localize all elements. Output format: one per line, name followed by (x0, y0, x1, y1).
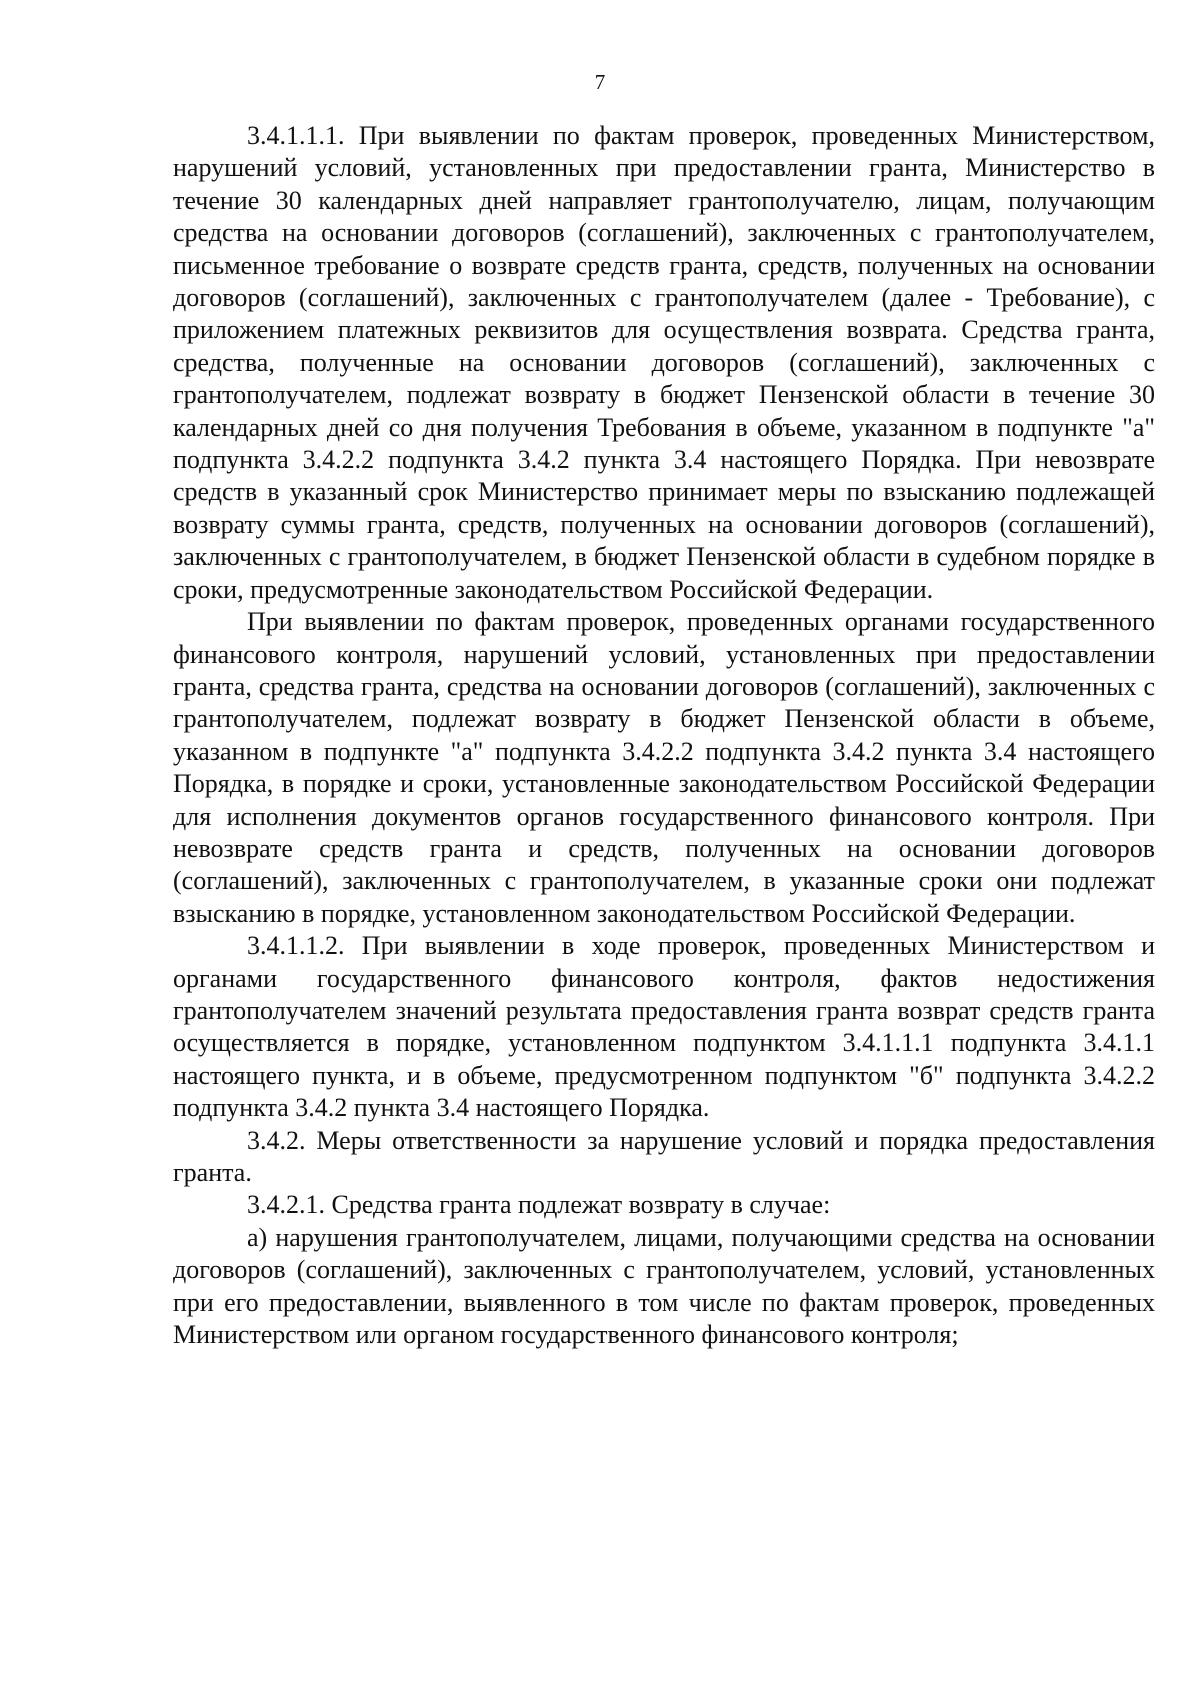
paragraph-item-a: а) нарушения грантополучателем, лицами, получающими средства на основании договоров (соглашений), заключенных с грантополучателем, условий, установленных при его предоставлении, выявленного в том числе по фактам проверок, проведенных Министерством или органом государственного финансового контроля; (173, 1222, 1155, 1350)
paragraph-3-4-1-1-2: 3.4.1.1.2. При выявлении в ходе проверок, проведенных Министерством и органами государственного финансового контроля, фактов недостижения грантополучателем значений результата предоставления гранта возврат средств гранта осуществляется в порядке, установленном подпунктом 3.4.1.1.1 подпункта 3.4.1.1 настоящего пункта, и в объеме, предусмотренном подпунктом "б" подпункта 3.4.2.2 подпункта 3.4.2 пункта 3.4 настоящего Порядка. (173, 931, 1155, 1123)
paragraph-3-4-2: 3.4.2. Меры ответственности за нарушение условий и порядка предоставления гранта. (173, 1125, 1155, 1187)
paragraph-3-4-1-1-1: 3.4.1.1.1. При выявлении по фактам проверок, проведенных Министерством, нарушений условий, установленных при предоставлении гранта, Министерство в течение 30 календарных дней направляет грантополучателю, лицам, получающим средства на основании договоров (соглашений), заключенных с грантополучателем, письменное требование о возврате средств гранта, средств, полученных на основании договоров (соглашений), заключенных с грантополучателем (далее - Требование), с приложением платежных реквизитов для осуществления возврата. Средства гранта, средства, полученные на основании договоров (соглашений), заключенных с грантополучателем, подлежат возврату в бюджет Пензенской области в течение 30 календарных дней со дня получения Требования в объеме, указанном в подпункте "а" подпункта 3.4.2.2 подпункта 3.4.2 пункта 3.4 настоящего Порядка. При невозврате средств в указанный срок Министерство принимает меры по взысканию подлежащей возврату суммы гранта, средств, полученных на основании договоров (соглашений), заключенных с грантополучателем, в бюджет Пензенской области в судебном порядке в сроки, предусмотренные законодательством Российской Федерации. (173, 121, 1155, 604)
paragraph-3-4-2-1: 3.4.2.1. Средства гранта подлежат возврату в случае: (247, 1190, 831, 1220)
document-body (173, 120, 1155, 1351)
paragraph-state-financial-control: При выявлении по фактам проверок, проведенных органами государственного финансового контроля, нарушений условий, установленных при предоставлении гранта, средства гранта, средства на основании договоров (соглашений), заключенных с грантополучателем, подлежат возврату в бюджет Пензенской области в объеме, указанном в подпункте "а" подпункта 3.4.2.2 подпункта 3.4.2 пункта 3.4 настоящего Порядка, в порядке и сроки, установленные законодательством Российской Федерации для исполнения документов органов государственного финансового контроля. При невозврате средств гранта и средств, полученных на основании договоров (соглашений), заключенных с грантополучателем, в указанные сроки они подлежат взысканию в порядке, установленном законодательством Российской Федерации. (173, 607, 1155, 928)
page-number: 7 (594, 70, 606, 94)
